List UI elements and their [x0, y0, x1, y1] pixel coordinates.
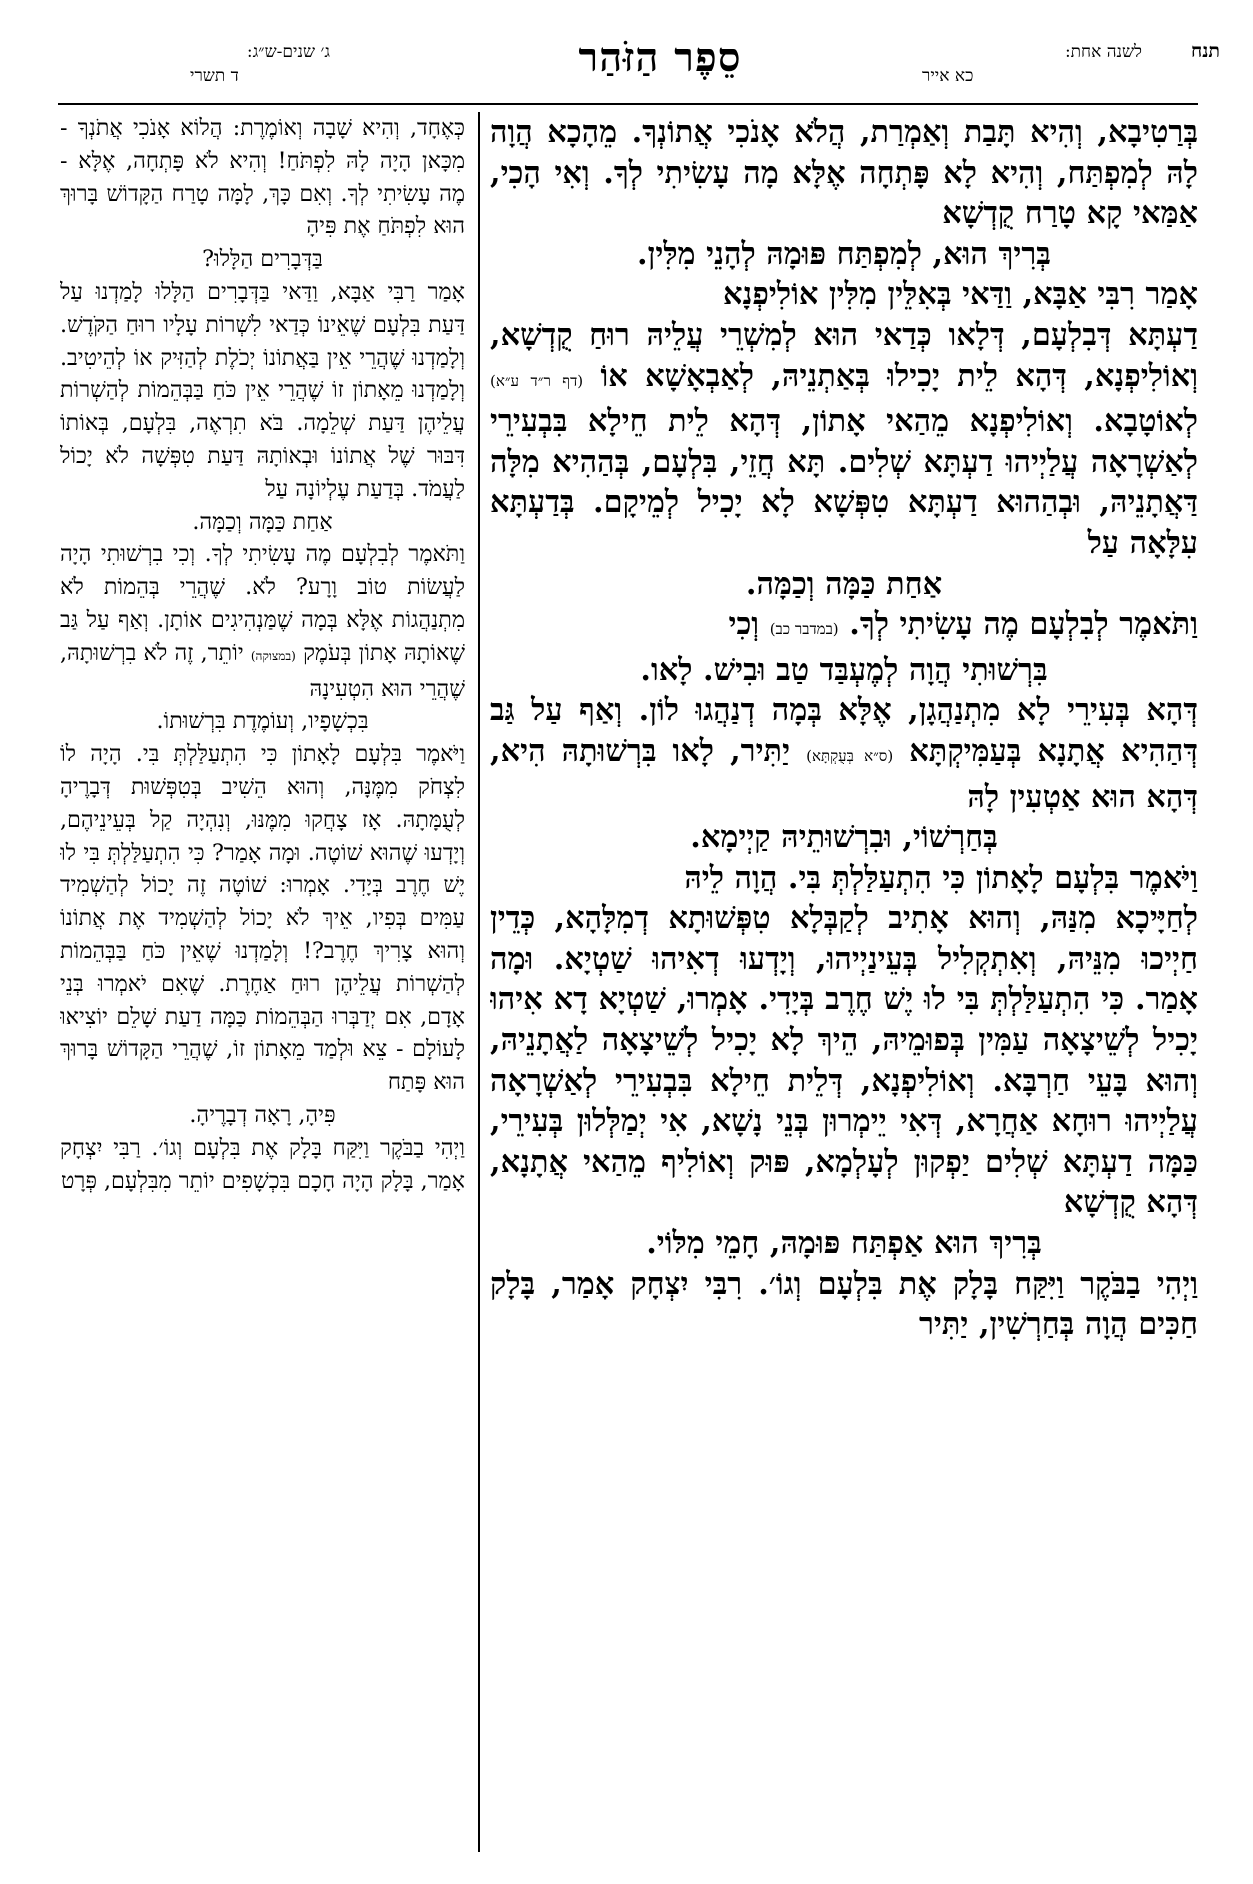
translation-text: וַתֹּאמֶר לְבִלְעָם מֶה עָשִׂיתִי לְךָ. וְכִי בִרְשׁוּתִי הָיָה לַעֲשׂוֹת טוֹב וָרָע? לֹא. שֶׁהֲרֵי בְּהֵמוֹת לֹא מִתְנַהֲגוֹת אֶלָּא בְּמָה שֶׁמַּנְהִיגִים אוֹתָן. וְאַף עַל גַּב שֶׁאוֹתָהּ אָתוֹן בְּעֹמֶק [60, 541, 465, 666]
aramaic-text: אָמַר רִבִּי אַבָּא, וַדַּאי בְּאִלֵּין מִלִּין אוֹלִיפְנָא [722, 276, 1198, 313]
aramaic-text: וְכִי [728, 606, 760, 643]
aramaic-text: לְאוֹטָבָא. וְאוֹלִיפְנָא מֵהַאי אָתוֹן, דְּהָא לֵית חֵילָא בִּבְעִירֵי לְאַשְׁרָאָה עֲלַיְיהוּ דַעְתָּא שְׁלִים. תָּא חֲזֵי, בִּלְעָם, בְּהַהִיא מִלָּה דַּאֲתָנֵיהּ, וּבְהַהוּא דַעְתָּא טִפְּשָׁא לָא יָכִיל לְמֵיקָם. בְּדַעְתָּא עִלָּאָה עַל [490, 403, 1198, 561]
translation-paragraph: בַּדְּבָרִים הַלָּלוּ? [202, 246, 323, 273]
schedule-one-year [922, 40, 1142, 88]
aramaic-paragraph: בְּרִיךְ הוּא, לְמִפְתַּח פּוּמָהּ לְהָנֵי מִלִּין. [637, 235, 1051, 272]
page-number: תנח [1190, 40, 1220, 62]
aramaic-paragraph [490, 690, 1198, 817]
schedule-three-years-label: ג׳ שנים-ש״ג: [246, 42, 330, 62]
variant-reading: (ס״א בְּעֻקְתָּא) [806, 746, 894, 765]
aramaic-paragraph [490, 604, 1198, 650]
variant-reading: (במצוקה) [250, 648, 296, 663]
schedule-one-year-label: לשנה אחת: [1064, 42, 1142, 62]
column-divider [478, 112, 480, 1852]
aramaic-text: דְּהָא בְּעִירֵי לָא מִתְנַהֲגָן, אֶלָּא בְּמָה דְנַהֲגוּ לוֹן. וְאַף עַל גַּב דְּהַהִיא אֲתָנָא בְּעַמִּיקְתָּא [490, 692, 1198, 769]
translation-paragraph: וַיֹּאמֶר בִּלְעָם לָאָתוֹן כִּי הִתְעַלַּלְתְּ בִּי. הָיָה לוֹ לִצְחֹק מִמֶּנָּה, וְהוּא הֵשִׁיב בְּטִפְּשׁוּת דְּבָרֶיהָ לְעֻמָּתָהּ. אָז צָחֲקוּ מִמֶּנּוּ, וְנִהְיָה קַל בְּעֵינֵיהֶם, וְיָדְעוּ שֶׁהוּא שׁוֹטֶה. וּמָה אָמַר? כִּי הִתְעַלַּלְתְּ בִּי לוּ יֶשׁ חֶרֶב בְּיָדִי. אָמְרוּ: שׁוֹטֶה זֶה יָכוֹל לְהַשְׁמִיד עַמִּים בְּפִיו, אֵיךְ לֹא יָכוֹל לְהַשְׁמִיד אֶת אֲתוֹנוֹ וְהוּא צָרִיךְ חֶרֶב?! וְלָמַדְנוּ שֶׁאֵין כֹּחַ בַּבְּהֵמוֹת לְהַשְׁרוֹת עֲלֵיהֶן רוּחַ אַחֶרֶת. שֶׁאִם יֹאמְרוּ בְּנֵי אָדָם, אִם יְדַבְּרוּ הַבְּהֵמוֹת כַּמָּה דַעַת שָׁלֵם יוֹצִיאוּ לָעוֹלָם - צֵא וּלְמַד מֵאָתוֹן זוֹ, שֶׁהֲרֵי הַקָּדוֹשׁ בָּרוּךְ הוּא פָּתַח [60, 741, 465, 1096]
aramaic-text: וַתֹּאמֶר לְבִלְעָם מֶה עָשִׂיתִי לְךָ. [849, 606, 1198, 643]
page-reference: (דף ר״ד ע״א) [490, 371, 584, 390]
aramaic-paragraph: וַיֹּאמֶר בִּלְעָם לָאָתוֹן כִּי הִתְעַלַּלְתְּ בִּי. הֲוָה לֵיהּ [684, 859, 1198, 896]
schedule-three-years-date: ד תשרי [190, 66, 239, 86]
aramaic-paragraph: וַיְהִי בַבֹּקֶר וַיִּקַּח בָּלָק אֶת בִּלְעָם וְגוֹ׳. רִבִּי יִצְחָק אָמַר, בָּלָק חַכִּים הֲוָה בְּחַרְשִׁין, יַתִּיר [490, 1265, 1198, 1343]
schedule-three-years [110, 40, 330, 88]
translation-paragraph: בִּכְשָׁפָיו, וְעוֹמֶדֶת בִּרְשׁוּתוֹ. [156, 708, 369, 735]
translation-column [60, 112, 465, 1852]
book-title: סֵפֶר הַזֹּהַר [578, 34, 742, 81]
aramaic-paragraph: בְּחַרְשׁוֹי, וּבִרְשׁוּתֵיהּ קַיְימָא. [690, 819, 998, 856]
translation-paragraph: אַחַת כַּמָּה וְכַמָּה. [192, 508, 333, 535]
translation-paragraph: וַיְהִי בַבֹּקֶר וַיִּקַּח בָּלָק אֶת בִּלְעָם וְגוֹ׳. רַבִּי יִצְחָק אָמַר, בָּלָק הָיָה חָכָם בִּכְשָׁפִים יוֹתֵר מִבִּלְעָם, פְּרָט [60, 1134, 465, 1194]
translation-paragraph [60, 538, 465, 705]
aramaic-paragraph: בִּרְשׁוּתִי הֲוָה לְמֶעְבַּד טַב וּבִישׁ. לָאו. [640, 651, 1048, 688]
aramaic-column [490, 112, 1198, 1852]
aramaic-paragraph: אַחַת כַּמָּה וְכַמָּה. [745, 565, 943, 602]
translation-paragraph: פִּיהָ, רָאָה דְבָרֶיהָ. [189, 1101, 336, 1128]
verse-reference: (במדבר כב) [769, 620, 839, 639]
aramaic-text: דַעְתָּא דְּבִלְעָם, דְּלָאו כְּדַאי הוּא לְמִשְׁרֵי עֲלֵיהּ רוּחַ קֻדְשָׁא, וְאוֹלִיפְנָא, דְּהָא לֵית יָכִילוּ בְּאַתְנֵיהּ, לְאַבְאָשָׁא אוֹ [490, 316, 1198, 394]
translation-text: יוֹתֵר, זֶה לֹא בִרְשׁוּתָהּ, שֶׁהֲרֵי הוּא הִטְעִינָהּ [60, 639, 465, 702]
aramaic-text: יַתִּיר, לָאו בִּרְשׁוּתָהּ הִיא, דְּהָא הוּא אַטְעִין לָהּ [490, 732, 1198, 815]
aramaic-paragraph: בְּרַטִיבָא, וְהִיא תָּבַת וְאַמְרַת, הֲלֹא אָנֹכִי אֲתוֹנְךָ. מֵהָכָא הֲוָה לָהּ לְמִפְתַּח, וְהִיא לָא פָּתְחָה אֶלָּא מָה עָשִׂיתִי לְךָ. וְאִי הָכִי, אַמַּאי קָא טָרַח קֻדְשָׁא [490, 114, 1198, 232]
aramaic-paragraph [490, 274, 1198, 315]
schedule-one-year-date: כא אייר [922, 66, 974, 86]
translation-paragraph: אָמַר רַבִּי אַבָּא, וַדַּאי בַּדְּבָרִים הַלָּלוּ לָמַדְנוּ עַל דַּעַת בִּלְעָם שֶׁאֵינוֹ כְּדַאי לִשְׁרוֹת עָלָיו רוּחַ הַקֹּדֶשׁ. וְלָמַדְנוּ שֶׁהֲרֵי אֵין בַּאֲתוֹנוֹ יְכֹלֶת לְהַזִּיק אוֹ לְהֵיטִיב. וְלָמַדְנוּ מֵאָתוֹן זוֹ שֶׁהֲרֵי אֵין כֹּחַ בַּבְּהֵמוֹת לְהַשְׁרוֹת עֲלֵיהֶן דַּעַת שְׁלֵמָה. בֹּא תִרְאֶה, בִּלְעָם, בְּאוֹתוֹ דִּבּוּר שֶׁל אֲתוֹנוֹ וּבְאוֹתָהּ דַּעַת טִפְּשָׁה לֹא יָכוֹל לַעֲמֹד. בְּדַעַת עֶלְיוֹנָה עַל [60, 278, 465, 502]
aramaic-paragraph: לְחַיָּיכָא מִנַּהּ, וְהוּא אָתִיב לְקַבְּלָא טִפְּשׁוּתָא דְמִלָּהָא, כְּדֵין חַיְיכוּ מִנֵּיהּ, וְאִתְקְלִיל בְּעֵינַיְיהוּ, וְיָדְעוּ דְאִיהוּ שַׁטְיָא. וּמָה אָמַר. כִּי הִתְעַלַּלְתְּ בִּי לוּ יֶשׁ חֶרֶב בְּיָדִי. אָמְרוּ, שַׁטְיָא דָא אִיהוּ יָכִיל לְשֵׁיצָאָה עַמִּין בְּפוּמֵיהּ, הֵיךְ לָא יָכִיל לְשֵׁיצָאָה לַאֲתָנֵיהּ, וְהוּא בָּעֵי חַרְבָּא. וְאוֹלִיפְנָא, דְּלֵית חֵילָא בִּבְעִירֵי לְאַשְׁרָאָה עֲלַיְיהוּ רוּחָא אַחֲרָא, דְּאִי יֵימְרוּן בְּנֵי נָשָׁא, אִי יְמַלְּלוּן בְּעִירֵי, כַּמָּה דַעְתָּא שְׁלִים יַפְקוּן לְעָלְמָא, פּוּק וְאוֹלִיף מֵהַאי אֲתָנָא, דְּהָא קֻדְשָׁא [490, 900, 1198, 1221]
header-divider [58, 103, 1198, 105]
page-header [50, 34, 1220, 120]
aramaic-paragraph [490, 315, 1198, 564]
aramaic-paragraph: בְּרִיךְ הוּא אַפְתַּח פּוּמָהּ, חָמֵי מִלּוֹי. [646, 1225, 1042, 1262]
translation-paragraph: כְּאֶחָד, וְהִיא שָׁבָה וְאוֹמֶרֶת: הֲלוֹא אָנֹכִי אֲתֹנְךָ - מִכָּאן הָיָה לָהּ לִפְתֹּחַ! וְהִיא לֹא פָּתְחָה, אֶלָּא - מֶה עָשִׂיתִי לְךָ. וְאִם כָּךְ, לָמָּה טָרַח הַקָּדוֹשׁ בָּרוּךְ הוּא לִפְתֹּחַ אֶת פִּיהָ [60, 115, 465, 240]
